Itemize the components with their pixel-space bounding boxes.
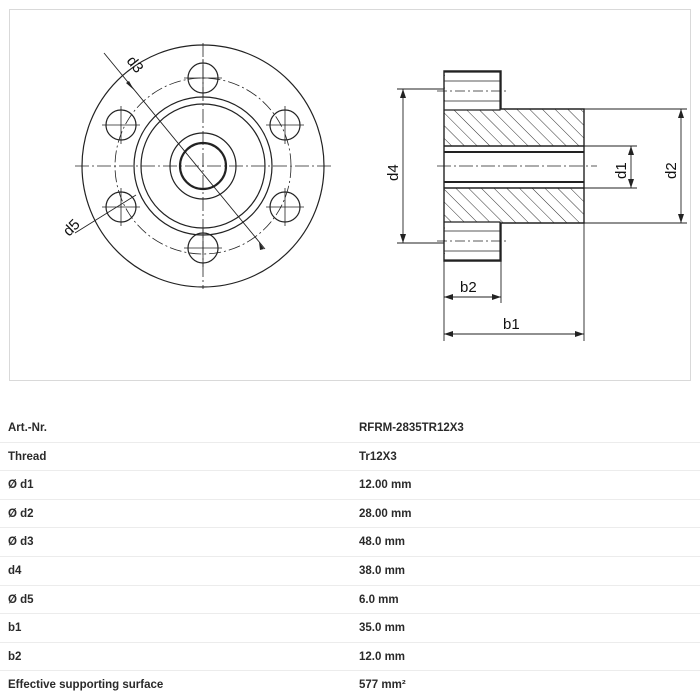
spec-row-b1 xyxy=(0,614,700,643)
spec-row-art-nr xyxy=(0,414,700,443)
b2-label: b2 xyxy=(460,279,477,296)
spec-row-d4 xyxy=(0,557,700,586)
spec-label: b2 xyxy=(8,650,22,663)
bolt-hole-top-left xyxy=(102,106,140,144)
spec-label: Ø d3 xyxy=(8,536,34,549)
bolt-hole-top-right xyxy=(266,106,304,144)
b2-dimension xyxy=(444,261,501,341)
spec-label: Ø d2 xyxy=(8,507,34,520)
spec-row-supporting-surface xyxy=(0,671,700,700)
front-view xyxy=(75,43,331,289)
spec-label: d4 xyxy=(8,564,22,577)
bolt-hole-bottom-left xyxy=(102,188,140,226)
spec-row-b2 xyxy=(0,643,700,672)
spec-row-d3 xyxy=(0,528,700,557)
side-section-view xyxy=(397,71,687,341)
spec-value: 12.0 mm xyxy=(359,650,406,663)
spec-value: 577 mm² xyxy=(359,679,406,692)
spec-value: 35.0 mm xyxy=(359,622,406,635)
spec-row-d5 xyxy=(0,586,700,615)
spec-label: b1 xyxy=(8,622,22,635)
d3-label: d3 xyxy=(122,52,147,77)
d1-label: d1 xyxy=(613,162,630,179)
spec-label: Art.-Nr. xyxy=(8,422,47,434)
spec-value: Tr12X3 xyxy=(359,450,397,463)
spec-label: Thread xyxy=(8,450,47,463)
spec-value: 38.0 mm xyxy=(359,564,406,577)
d4-label: d4 xyxy=(385,164,402,181)
spec-value: RFRM-2835TR12X3 xyxy=(359,422,464,434)
technical-drawing-panel xyxy=(9,9,691,381)
d5-leader-line xyxy=(75,195,136,233)
bolt-hole-bottom-right xyxy=(266,188,304,226)
spec-value: 12.00 mm xyxy=(359,479,412,492)
spec-value: 6.0 mm xyxy=(359,593,399,606)
bolt-hole-top xyxy=(184,59,222,97)
bolt-hole-bottom xyxy=(184,229,222,267)
d5-label: d5 xyxy=(59,216,84,240)
spec-row-d2 xyxy=(0,500,700,529)
spec-label: Ø d5 xyxy=(8,593,34,606)
d2-label: d2 xyxy=(663,162,680,179)
spec-value: 28.00 mm xyxy=(359,507,412,520)
spec-value: 48.0 mm xyxy=(359,536,406,549)
spec-label: Ø d1 xyxy=(8,479,34,492)
b1-label: b1 xyxy=(503,316,520,333)
d4-dimension xyxy=(397,89,444,243)
spec-label: Effective supporting surface xyxy=(8,679,164,692)
technical-drawing xyxy=(10,10,692,382)
spec-row-d1 xyxy=(0,471,700,500)
spec-row-thread xyxy=(0,443,700,472)
spec-table xyxy=(0,414,700,700)
